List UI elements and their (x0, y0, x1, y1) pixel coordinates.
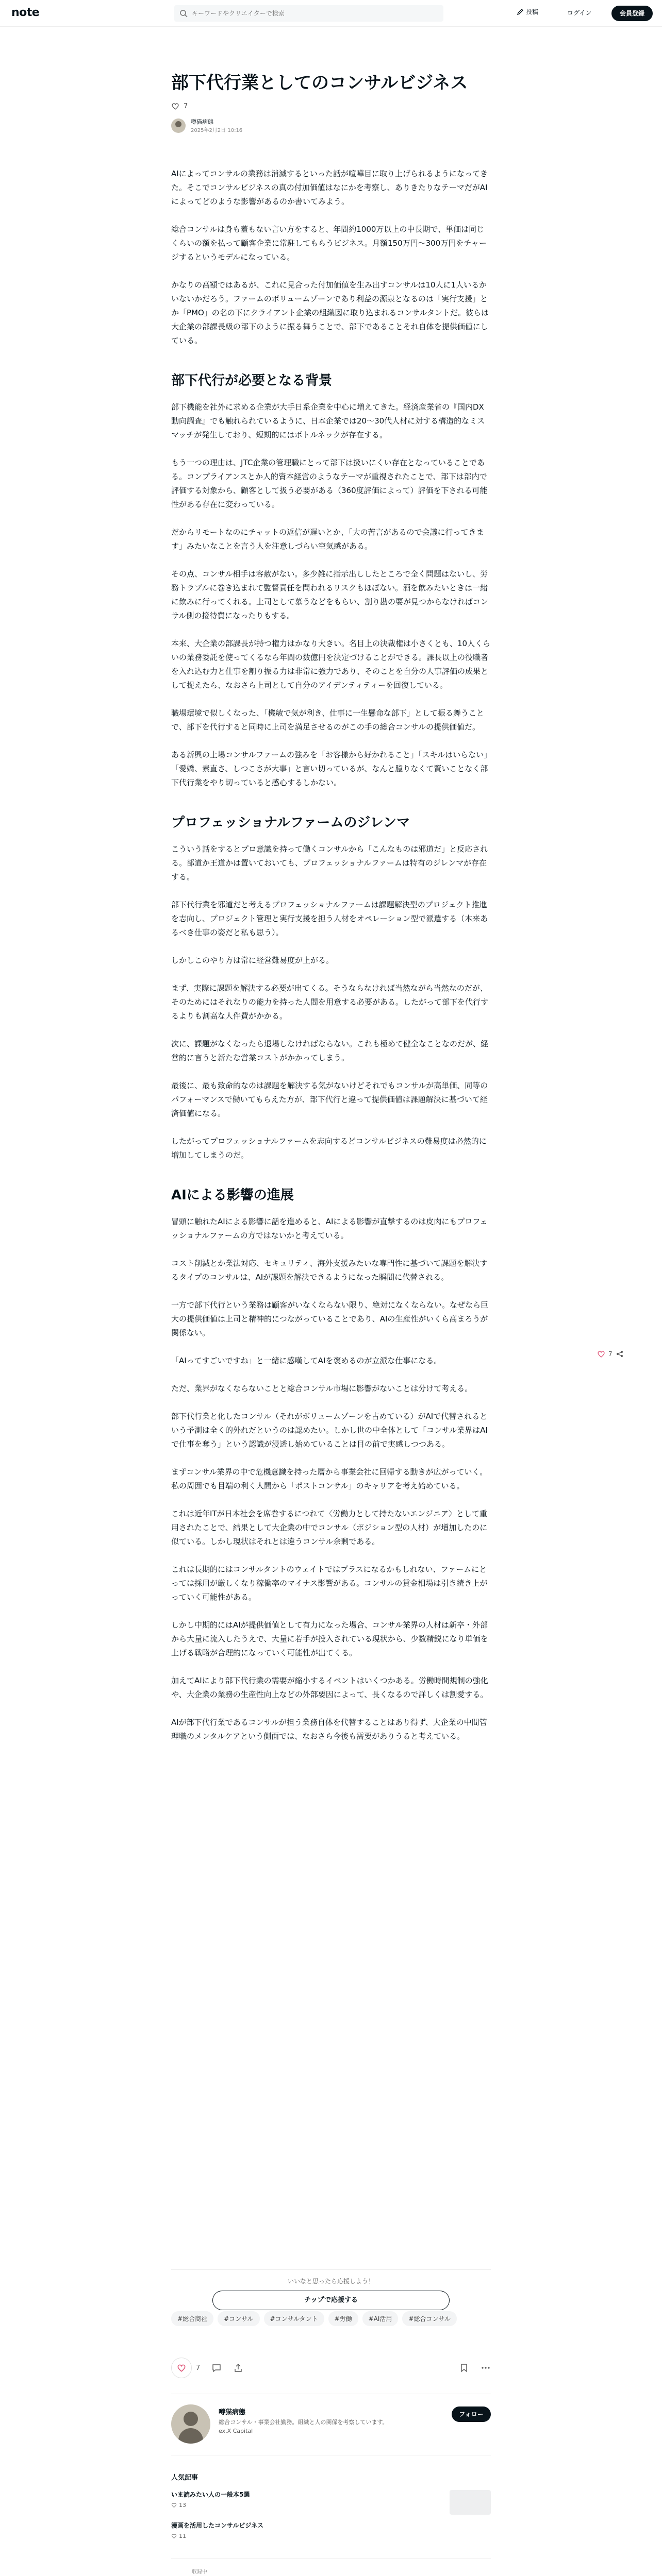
avatar[interactable] (171, 118, 186, 133)
heart-icon (597, 1350, 605, 1358)
section-paragraph: 「AIってすごいですね」と一緒に感嘆してAIを褒めるのが立派な仕事になる。 (171, 1356, 442, 1365)
popular-heading: 人気記事 (171, 2474, 198, 2482)
tip-section (171, 2269, 491, 2310)
author-card-name[interactable]: 噂猫病態 (219, 2409, 246, 2416)
tag[interactable]: #労働 (328, 2311, 358, 2326)
tag[interactable]: #コンサルタント (264, 2311, 324, 2326)
heart-icon (177, 2363, 186, 2372)
section-paragraph: これは近年ITが日本社会を席巻するにつれて〈労働力として持たないエンジニア〉として重用されたことで、結果として大企業の中でコンサル（ポジション型の人材）が増加したのに似ている。しかし現状はそれとは違うコンサル余剰である。 (171, 1509, 488, 1546)
tag-list (171, 2311, 491, 2326)
share-icon[interactable] (233, 2363, 243, 2373)
post-button[interactable] (517, 7, 538, 16)
pen-icon (517, 8, 524, 15)
follow-button[interactable]: フォロー (452, 2406, 491, 2422)
search-icon (179, 9, 188, 18)
signup-button[interactable]: 会員登録 (611, 6, 653, 21)
magazine-link[interactable] (171, 2558, 491, 2576)
article-body (171, 167, 491, 1757)
popular-item-likes: 11 (179, 2533, 186, 2539)
section-paragraph: 加えてAIにより部下代行業の需要が縮小するイベントはいくつかある。労働時間規制の強化や、大企業の業務の生産性向上などの外部要因によって、長くなるので詳しくは割愛する。 (171, 1676, 488, 1699)
intro-paragraph: かなりの高額ではあるが、これに見合った付加価値を生み出すコンサルは10人に1人いるかいないかだろう。ファームのボリュームゾーンであり利益の源泉となるのは「実行支援」とか「PMO」の名の下にクライアント企業の組織図に取り込まれるコンサルタントだ。彼らは大企業の部課長級の部下のように振る舞うことで、部下であることそれ自体を提供価値にしている。 (171, 280, 489, 345)
popular-item-thumbnail (450, 2490, 491, 2515)
section-paragraph: 最後に、最も致命的なのは課題を解決する気がないけどそれでもコンサルが高単価、同等のパフォーマンスで働いてもらえた方が、部下代行と違って提供価値は課題解決に基づいて経済価値になる。 (171, 1081, 488, 1118)
section-paragraph: したがってプロフェッショナルファームを志向するどコンサルビジネスの難易度は必然的に増加してしまうのだ。 (171, 1137, 487, 1160)
popular-item-title: 漫画を活用したコンサルビジネス (171, 2522, 264, 2529)
article-actions (171, 2358, 491, 2378)
more-icon[interactable] (481, 2363, 491, 2373)
section-paragraph: 本来、大企業の部課長が持つ権力はかなり大きい。名目上の決裁権は小さくとも、10人くらいの業務委託を使ってくるなら年間の数億円を決定づけることができる。課長以上の役職者を入れ込む力と仕事を割り振る力は非常に強力であり、そのことを自分の人事評価の成果として捉えたら、なおさら上司として自分のアイデンティティーを回復している。 (171, 639, 491, 690)
note-logo[interactable]: note (11, 6, 40, 19)
section-paragraph: しかしこのやり方は常に経営難易度が上がる。 (171, 956, 334, 965)
section-paragraph: AIが部下代行業であるコンサルが担う業務自体を代替することはあり得ず、大企業の中間管理職のメンタルケアという側面では、なおさら今後も需要がありうると考えている。 (171, 1718, 487, 1741)
tag[interactable]: #コンサル (218, 2311, 259, 2326)
section-paragraph: これは長期的にはコンサルタントのウェイトではプラスになるかもしれない、ファームにとっては採用が厳しくなり稼働率のマイナス影響がある。コンサルの賃金相場は引き続き上がっていく可能性がある。 (171, 1565, 488, 1602)
section-paragraph: 一方で部下代行という業務は顧客がいなくならない限り、絶対になくならない。なぜなら巨大の提供価値は上司と精神的につながっていることであり、AIの生産性がいくら高まろうが関係ない。 (171, 1300, 489, 1337)
section-heading: AIによる影響の進展 (171, 1188, 294, 1203)
section-heading: プロフェッショナルファームのジレンマ (171, 815, 410, 831)
section-paragraph: その点、コンサル相手は容赦がない。多少雑に指示出ししたところで全く問題はないし、労務トラブルに巻き込まれて監督責任を問われるリスクもほぼない。酒を飲みたいときは一緒に飲みに行ってくれる。上司として慕うなどをもらい、割り勘の要が見つからなければコンサル側の接待費になったりもする。 (171, 569, 489, 620)
tag[interactable]: #AI活用 (362, 2311, 399, 2326)
tip-button-label: チップで応援する (304, 2296, 358, 2304)
tip-message: いいなと思ったら応援しよう！ (287, 2278, 374, 2285)
article-author[interactable] (171, 117, 491, 133)
comment-icon[interactable] (211, 2363, 222, 2373)
magazine-label: 収録中 (192, 2569, 207, 2575)
section-paragraph: だからリモートなのにチャットの返信が遅いとか、「大の苦言があるので会議に行ってきます」みたいなことを言う人を注意しづらい空気感がある。 (171, 528, 484, 551)
top-like[interactable] (171, 102, 491, 110)
side-like-count: 7 (608, 1350, 613, 1358)
popular-articles (171, 2472, 491, 2552)
like-count: 7 (196, 2364, 201, 2372)
section-paragraph: 部下代行業と化したコンサル（それがボリュームゾーンを占めている）がAIで代替されるという予測は全く的外れだというのは認めたい。しかし世の中全体として「コンサル業界はAIで仕事を奪う」という認識が浸透し始めていることは目の前で実感しつつある。 (171, 1412, 488, 1449)
popular-item-title: いま読みたい人の一般本5選 (171, 2491, 250, 2498)
popular-item-count (171, 2533, 491, 2539)
intro-paragraph: 総合コンサルは身も蓋もない言い方をすると、年間約1000万以上の中長期で、単価は同じくらいの額を払って顧客企業に常駐してもらうビジネス。月額150万円〜300万円をチャージするというモデルになっている。 (171, 225, 487, 262)
bookmark-icon[interactable] (459, 2363, 469, 2373)
section-paragraph: しかし中期的にはAIが提供価値として有力になった場合、コンサル業界の人材は新卒・外部から大量に流入したうえで、大量に若手が投入されている現状から、少数精鋭になり単価を上げる戦略が合理的になっていく可能性が出てくる。 (171, 1620, 488, 1657)
author-card (171, 2394, 491, 2455)
section-heading: 部下代行が必要となる背景 (171, 373, 333, 388)
section-paragraph: コスト削減とか業法対応、セキュリティ、海外支援みたいな専門性に基づいて課題を解決するタイプのコンサルは、AIが課題を解決できるようになった瞬間に代替される。 (171, 1259, 488, 1282)
section-paragraph: 部下機能を社外に求める企業が大手日系企業を中心に増えてきた。経済産業省の『国内DX動向調査』でも触れられているように、日本企業では20〜30代人材に対する構造的なミスマッチが発生しており、短期的にはボトルネックが存在する。 (171, 402, 485, 439)
section-paragraph: 職場環境で似しくなった、「機敏で気が利き、仕事に一生懸命な部下」として振る舞うことで、部下を代行すると同時に上司を満足させるのがこの手の総合コンサルの提供価値だ。 (171, 708, 484, 732)
popular-item[interactable] (171, 2521, 491, 2552)
login-link[interactable]: ログイン (567, 9, 592, 16)
section-paragraph: 次に、課題がなくなったら退場しなければならない。これも極めて健全なことなのだが、経営的に言うと新たな営業コストがかかってしまう。 (171, 1039, 489, 1062)
section-paragraph: ただ、業界がなくならないことと総合コンサル市場に影響がないことは分けて考える。 (171, 1384, 473, 1393)
section-paragraph: まずコンサル業界の中で危機意識を持った層から事業会社に回帰する動きが広がっていく。私の周囲でも目端の利く人間から「ポストコンサル」のキャリアを考え始めている。 (171, 1467, 488, 1490)
tag[interactable]: #総合商社 (171, 2311, 213, 2326)
post-label: 投稿 (526, 8, 539, 15)
heart-icon (171, 2502, 177, 2508)
tag[interactable]: #総合コンサル (402, 2311, 456, 2326)
popular-item-count (171, 2502, 491, 2509)
top-like-count: 7 (184, 102, 188, 110)
search-input[interactable] (192, 8, 434, 19)
publish-date: 2025年2月2日 10:16 (191, 128, 243, 133)
author-bio-line: 総合コンサル・事業会社勤務。組織と人の関係を考察しています。 (219, 2419, 388, 2426)
popular-item[interactable] (171, 2490, 491, 2521)
section-paragraph: こういう話をするとプロ意識を持って働くコンサルから「こんなものは邪道だ」と反応される。部道か王道かは置いておいても、プロフェッショナルファームは特有のジレンマが存在する。 (171, 844, 488, 882)
section-paragraph: ある新興の上場コンサルファームの強みを「お客様から好かれること」「スキルはいらない」「愛嬌、素直さ、しつこさが大事」と言い切っているが、なんと臆りなくて賢いことなく部下代行業をやり切っていると感心するしかない。 (171, 750, 488, 787)
share-icon[interactable] (616, 1350, 624, 1358)
author-bio-line: ex.X Capital (219, 2428, 253, 2434)
like-button[interactable] (171, 2358, 192, 2378)
author-name[interactable]: 噂猫病態 (191, 118, 213, 125)
author-avatar[interactable] (171, 2404, 210, 2444)
section-paragraph: もう一つの理由は、JTC企業の管理職にとって部下は扱いにくい存在となっていることである。コンプライアンスとか人的資本経営のようなテーマが重視されたことで、部下は部内で評価する対象から、顧客として扱う必要がある（360度評価によって）評価を下される可能性がある存在に変わっている。 (171, 458, 488, 509)
intro-paragraph: AIによってコンサルの業務は消滅するといった話が喧嘩目に取り上げられるようになってきた。そこでコンサルビジネスの真の付加価値はなにかを考察し、ありきたりなテーマだがAIによってどのような影響があるのか書いてみよう。 (171, 169, 488, 206)
heart-icon (171, 2533, 177, 2539)
section-paragraph: 部下代行業を邪道だと考えるプロフェッショナルファームは課題解決型のプロジェクト推進を志向し、プロジェクト管理と実行支援を担う人材をオペレーション型で派遣する（本来あるべき仕事の姿だと私も思う）。 (171, 900, 488, 937)
side-like-button[interactable] (597, 1350, 624, 1358)
site-header (0, 0, 662, 27)
search-box[interactable] (174, 5, 443, 22)
heart-icon (171, 102, 179, 110)
section-paragraph: 冒頭に触れたAIによる影響に話を進めると、AIによる影響が直撃するのは皮肉にもプロフェッショナルファームの方ではないかと考えている。 (171, 1217, 488, 1240)
popular-item-likes: 13 (179, 2502, 186, 2509)
author-card-bio (219, 2418, 404, 2435)
article-title: 部下代行業としてのコンサルビジネス (171, 73, 468, 93)
tip-button[interactable] (212, 2291, 450, 2310)
section-paragraph: まず、実際に課題を解決する必要が出てくる。そうならなければ当然ながら当然なのだが、そのためにはそれなりの能力を持った人間を用意する必要がある。したがって部下を代行するよりも割高な人件費がかかる。 (171, 984, 489, 1021)
